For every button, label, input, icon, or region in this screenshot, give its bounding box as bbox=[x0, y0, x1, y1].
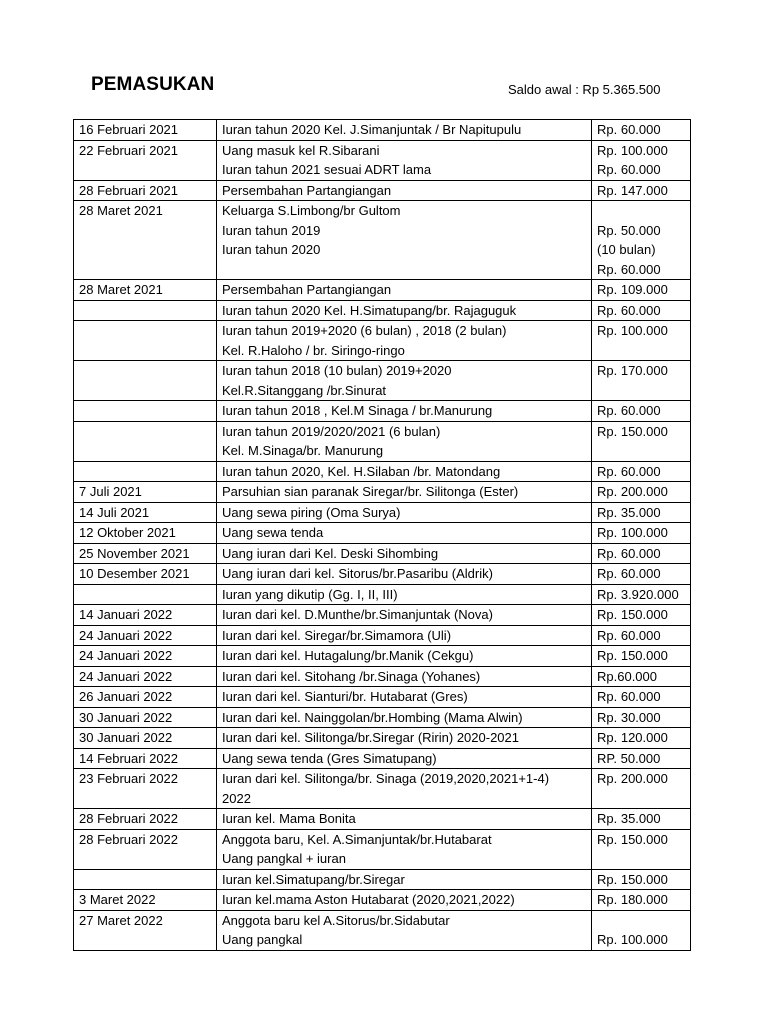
date-cell: 10 Desember 2021 bbox=[74, 564, 217, 585]
table-row bbox=[74, 666, 691, 687]
table-row bbox=[74, 625, 691, 646]
amount-cell bbox=[592, 502, 691, 523]
description-line: Iuran dari kel. Silitonga/br.Siregar (Ririn) 2020-2021 bbox=[222, 730, 519, 745]
opening-balance: Saldo awal : Rp 5.365.500 bbox=[508, 82, 661, 97]
description-cell bbox=[217, 869, 592, 890]
description-cell bbox=[217, 910, 592, 950]
date-cell: 26 Januari 2022 bbox=[74, 687, 217, 708]
description-line: Iuran dari kel. Silitonga/br. Sinaga (2019,2020,2021+1-4) bbox=[222, 771, 550, 786]
amount-line: Rp. 60.000 bbox=[597, 162, 661, 177]
table-row bbox=[74, 564, 691, 585]
amount-cell bbox=[592, 564, 691, 585]
date-cell: 28 Februari 2022 bbox=[74, 809, 217, 830]
date-cell: 12 Oktober 2021 bbox=[74, 523, 217, 544]
date-cell: 14 Februari 2022 bbox=[74, 748, 217, 769]
amount-line: Rp. 60.000 bbox=[597, 627, 661, 643]
description-cell bbox=[217, 482, 592, 503]
description-cell bbox=[217, 748, 592, 769]
description-line: Anggota baru, Kel. A.Simanjuntak/br.Hutabarat bbox=[222, 831, 492, 847]
table-row bbox=[74, 646, 691, 667]
amount-cell bbox=[592, 809, 691, 830]
amount-cell bbox=[592, 728, 691, 749]
amount-cell bbox=[592, 482, 691, 503]
description-line: Keluarga S.Limbong/br Gultom bbox=[222, 203, 401, 218]
table-row bbox=[74, 543, 691, 564]
description-line: Iuran tahun 2019/2020/2021 (6 bulan) bbox=[222, 423, 441, 439]
description-line: Iuran kel.Simatupang/br.Siregar bbox=[222, 871, 405, 887]
amount-cell bbox=[592, 120, 691, 141]
table-row bbox=[74, 461, 691, 482]
date-cell bbox=[74, 401, 217, 422]
amount-cell bbox=[592, 201, 691, 280]
amount-cell bbox=[592, 543, 691, 564]
description-line: Kel.R.Sitanggang /br.Sinurat bbox=[222, 382, 387, 398]
description-line: Iuran dari kel. Siregar/br.Simamora (Uli) bbox=[222, 627, 452, 643]
description-cell bbox=[217, 361, 592, 401]
description-line: Uang pangkal + iuran bbox=[222, 851, 346, 866]
description-cell bbox=[217, 809, 592, 830]
amount-cell bbox=[592, 829, 691, 869]
amount-cell bbox=[592, 666, 691, 687]
amount-line: Rp. 170.000 bbox=[597, 363, 668, 378]
description-line: Uang sewa tenda bbox=[222, 525, 324, 540]
amount-line: Rp. 100.000 bbox=[597, 323, 668, 338]
date-cell bbox=[74, 584, 217, 605]
amount-line: Rp. 50.000 bbox=[597, 222, 661, 238]
amount-line: Rp. 150.000 bbox=[597, 607, 668, 622]
table-row bbox=[74, 180, 691, 201]
description-line: Kel. R.Haloho / br. Siringo-ringo bbox=[222, 342, 405, 358]
amount-cell bbox=[592, 401, 691, 422]
description-cell bbox=[217, 140, 592, 180]
amount-cell bbox=[592, 625, 691, 646]
description-cell bbox=[217, 707, 592, 728]
date-cell: 23 Februari 2022 bbox=[74, 769, 217, 809]
date-cell bbox=[74, 869, 217, 890]
description-cell bbox=[217, 201, 592, 280]
description-line: Iuran tahun 2020 Kel. H.Simatupang/br. Rajaguguk bbox=[222, 302, 517, 318]
description-line: Iuran tahun 2020, Kel. H.Silaban /br. Matondang bbox=[222, 463, 501, 479]
description-line: Uang masuk kel R.Sibarani bbox=[222, 142, 380, 158]
date-cell: 28 Maret 2021 bbox=[74, 280, 217, 301]
amount-cell bbox=[592, 140, 691, 180]
table-row bbox=[74, 809, 691, 830]
description-line: Iuran dari kel. Hutagalung/br.Manik (Cekgu) bbox=[222, 648, 474, 663]
amount-line: RP. 50.000 bbox=[597, 750, 661, 766]
description-line: Iuran dari kel. Nainggolan/br.Hombing (Mama Alwin) bbox=[222, 709, 523, 725]
description-cell bbox=[217, 502, 592, 523]
description-cell bbox=[217, 421, 592, 461]
description-line: Uang iuran dari Kel. Deski Sihombing bbox=[222, 545, 439, 561]
date-cell: 24 Januari 2022 bbox=[74, 666, 217, 687]
amount-line: Rp. 60.000 bbox=[597, 545, 661, 561]
table-row bbox=[74, 728, 691, 749]
amount-cell bbox=[592, 461, 691, 482]
amount-line: Rp. 60.000 bbox=[597, 403, 661, 418]
description-line: Iuran tahun 2018 (10 bulan) 2019+2020 bbox=[222, 363, 452, 378]
amount-line: Rp. 100.000 bbox=[597, 142, 668, 158]
description-cell bbox=[217, 584, 592, 605]
amount-cell bbox=[592, 300, 691, 321]
amount-line: Rp. 200.000 bbox=[597, 771, 668, 786]
table-row bbox=[74, 120, 691, 141]
description-cell bbox=[217, 646, 592, 667]
amount-cell bbox=[592, 361, 691, 401]
date-cell: 27 Maret 2022 bbox=[74, 910, 217, 950]
table-row bbox=[74, 910, 691, 950]
amount-line: Rp. 60.000 bbox=[597, 566, 661, 581]
amount-line: Rp. 3.920.000 bbox=[597, 586, 679, 602]
amount-line: Rp. 60.000 bbox=[597, 122, 661, 137]
description-line bbox=[222, 260, 586, 280]
table-row bbox=[74, 748, 691, 769]
amount-cell bbox=[592, 584, 691, 605]
description-line: Uang sewa piring (Oma Surya) bbox=[222, 504, 401, 520]
amount-line: Rp. 150.000 bbox=[597, 648, 668, 663]
page-title: PEMASUKAN bbox=[91, 74, 215, 95]
description-line: Iuran kel.mama Aston Hutabarat (2020,2021,2022) bbox=[222, 892, 515, 907]
table-row bbox=[74, 361, 691, 401]
date-cell: 14 Januari 2022 bbox=[74, 605, 217, 626]
amount-cell bbox=[592, 605, 691, 626]
description-line: Uang sewa tenda (Gres Simatupang) bbox=[222, 750, 437, 766]
table-row bbox=[74, 523, 691, 544]
table-row bbox=[74, 687, 691, 708]
amount-cell bbox=[592, 890, 691, 911]
date-cell: 28 Februari 2022 bbox=[74, 829, 217, 869]
amount-line: Rp. 150.000 bbox=[597, 871, 668, 887]
amount-line bbox=[597, 911, 685, 931]
description-line: Iuran tahun 2019+2020 (6 bulan) , 2018 (2 bulan) bbox=[222, 323, 507, 338]
amount-cell bbox=[592, 280, 691, 301]
description-cell bbox=[217, 687, 592, 708]
amount-cell bbox=[592, 910, 691, 950]
description-line: Iuran dari kel. Sianturi/br. Hutabarat (Gres) bbox=[222, 689, 468, 704]
description-cell bbox=[217, 523, 592, 544]
description-cell bbox=[217, 564, 592, 585]
amount-line: Rp. 60.000 bbox=[597, 261, 661, 277]
amount-line: Rp. 147.000 bbox=[597, 182, 668, 198]
date-cell: 28 Maret 2021 bbox=[74, 201, 217, 280]
description-line: Iuran dari kel. D.Munthe/br.Simanjuntak (Nova) bbox=[222, 607, 493, 622]
description-cell bbox=[217, 728, 592, 749]
date-cell: 22 Februari 2021 bbox=[74, 140, 217, 180]
description-line: Iuran tahun 2019 bbox=[222, 222, 321, 238]
amount-line: Rp. 60.000 bbox=[597, 689, 661, 704]
table-row bbox=[74, 300, 691, 321]
description-line: Iuran dari kel. Sitohang /br.Sinaga (Yohanes) bbox=[222, 668, 481, 684]
description-cell bbox=[217, 321, 592, 361]
amount-line: Rp. 150.000 bbox=[597, 831, 668, 847]
amount-line: Rp. 60.000 bbox=[597, 463, 661, 479]
amount-line: Rp. 180.000 bbox=[597, 892, 668, 907]
description-cell bbox=[217, 180, 592, 201]
date-cell: 7 Juli 2021 bbox=[74, 482, 217, 503]
table-row bbox=[74, 280, 691, 301]
table-row bbox=[74, 401, 691, 422]
description-line: Iuran tahun 2018 , Kel.M Sinaga / br.Manurung bbox=[222, 403, 493, 418]
description-cell bbox=[217, 300, 592, 321]
date-cell: 24 Januari 2022 bbox=[74, 646, 217, 667]
description-cell bbox=[217, 280, 592, 301]
date-cell: 25 November 2021 bbox=[74, 543, 217, 564]
amount-line: Rp. 60.000 bbox=[597, 302, 661, 318]
amount-line: Rp. 100.000 bbox=[597, 932, 668, 947]
description-line: Persembahan Partangiangan bbox=[222, 282, 392, 297]
description-line: Uang pangkal bbox=[222, 932, 303, 947]
amount-line: (10 bulan) bbox=[597, 242, 656, 257]
date-cell bbox=[74, 461, 217, 482]
description-line: Uang iuran dari kel. Sitorus/br.Pasaribu (Aldrik) bbox=[222, 566, 493, 581]
amount-line: Rp. 200.000 bbox=[597, 484, 668, 499]
description-line: 2022 bbox=[222, 790, 251, 806]
table-row bbox=[74, 605, 691, 626]
amount-line: Rp. 35.000 bbox=[597, 811, 661, 826]
table-row bbox=[74, 140, 691, 180]
date-cell bbox=[74, 321, 217, 361]
amount-cell bbox=[592, 646, 691, 667]
amount-line bbox=[597, 201, 685, 221]
date-cell bbox=[74, 300, 217, 321]
date-cell: 16 Februari 2021 bbox=[74, 120, 217, 141]
description-cell bbox=[217, 769, 592, 809]
description-cell bbox=[217, 120, 592, 141]
amount-cell bbox=[592, 869, 691, 890]
description-line: Iuran kel. Mama Bonita bbox=[222, 811, 356, 826]
table-row bbox=[74, 421, 691, 461]
amount-line: Rp. 150.000 bbox=[597, 423, 668, 439]
description-cell bbox=[217, 829, 592, 869]
amount-line: Rp. 100.000 bbox=[597, 525, 668, 540]
amount-cell bbox=[592, 769, 691, 809]
amount-cell bbox=[592, 523, 691, 544]
date-cell bbox=[74, 421, 217, 461]
date-cell: 28 Februari 2021 bbox=[74, 180, 217, 201]
table-row bbox=[74, 502, 691, 523]
table-row bbox=[74, 707, 691, 728]
amount-cell bbox=[592, 748, 691, 769]
amount-line: Rp. 35.000 bbox=[597, 504, 661, 520]
date-cell: 30 Januari 2022 bbox=[74, 707, 217, 728]
description-line: Kel. M.Sinaga/br. Manurung bbox=[222, 443, 384, 458]
date-cell: 14 Juli 2021 bbox=[74, 502, 217, 523]
date-cell: 30 Januari 2022 bbox=[74, 728, 217, 749]
amount-cell bbox=[592, 707, 691, 728]
table-row bbox=[74, 201, 691, 280]
description-cell bbox=[217, 890, 592, 911]
amount-cell bbox=[592, 321, 691, 361]
description-line: Persembahan Partangiangan bbox=[222, 182, 392, 198]
table-row bbox=[74, 482, 691, 503]
description-cell bbox=[217, 543, 592, 564]
income-table-body bbox=[74, 120, 691, 951]
description-cell bbox=[217, 461, 592, 482]
description-cell bbox=[217, 401, 592, 422]
date-cell: 24 Januari 2022 bbox=[74, 625, 217, 646]
table-row bbox=[74, 321, 691, 361]
amount-cell bbox=[592, 421, 691, 461]
description-cell bbox=[217, 666, 592, 687]
description-cell bbox=[217, 605, 592, 626]
description-line: Iuran tahun 2021 sesuai ADRT lama bbox=[222, 162, 432, 177]
table-row bbox=[74, 869, 691, 890]
table-row bbox=[74, 829, 691, 869]
date-cell bbox=[74, 361, 217, 401]
description-line: Iuran tahun 2020 bbox=[222, 242, 321, 257]
description-line: Anggota baru kel A.Sitorus/br.Sidabutar bbox=[222, 912, 450, 928]
description-line: Parsuhian sian paranak Siregar/br. Silitonga (Ester) bbox=[222, 484, 519, 499]
amount-line: Rp. 120.000 bbox=[597, 730, 668, 745]
amount-cell bbox=[592, 180, 691, 201]
amount-line: Rp.60.000 bbox=[597, 668, 657, 684]
description-line: Iuran yang dikutip (Gg. I, II, III) bbox=[222, 586, 398, 602]
table-row bbox=[74, 890, 691, 911]
income-table bbox=[73, 119, 691, 951]
table-row bbox=[74, 769, 691, 809]
table-row bbox=[74, 584, 691, 605]
description-cell bbox=[217, 625, 592, 646]
description-line: Iuran tahun 2020 Kel. J.Simanjuntak / Br Napitupulu bbox=[222, 122, 522, 137]
amount-line: Rp. 30.000 bbox=[597, 709, 661, 725]
date-cell: 3 Maret 2022 bbox=[74, 890, 217, 911]
amount-cell bbox=[592, 687, 691, 708]
amount-line: Rp. 109.000 bbox=[597, 282, 668, 297]
